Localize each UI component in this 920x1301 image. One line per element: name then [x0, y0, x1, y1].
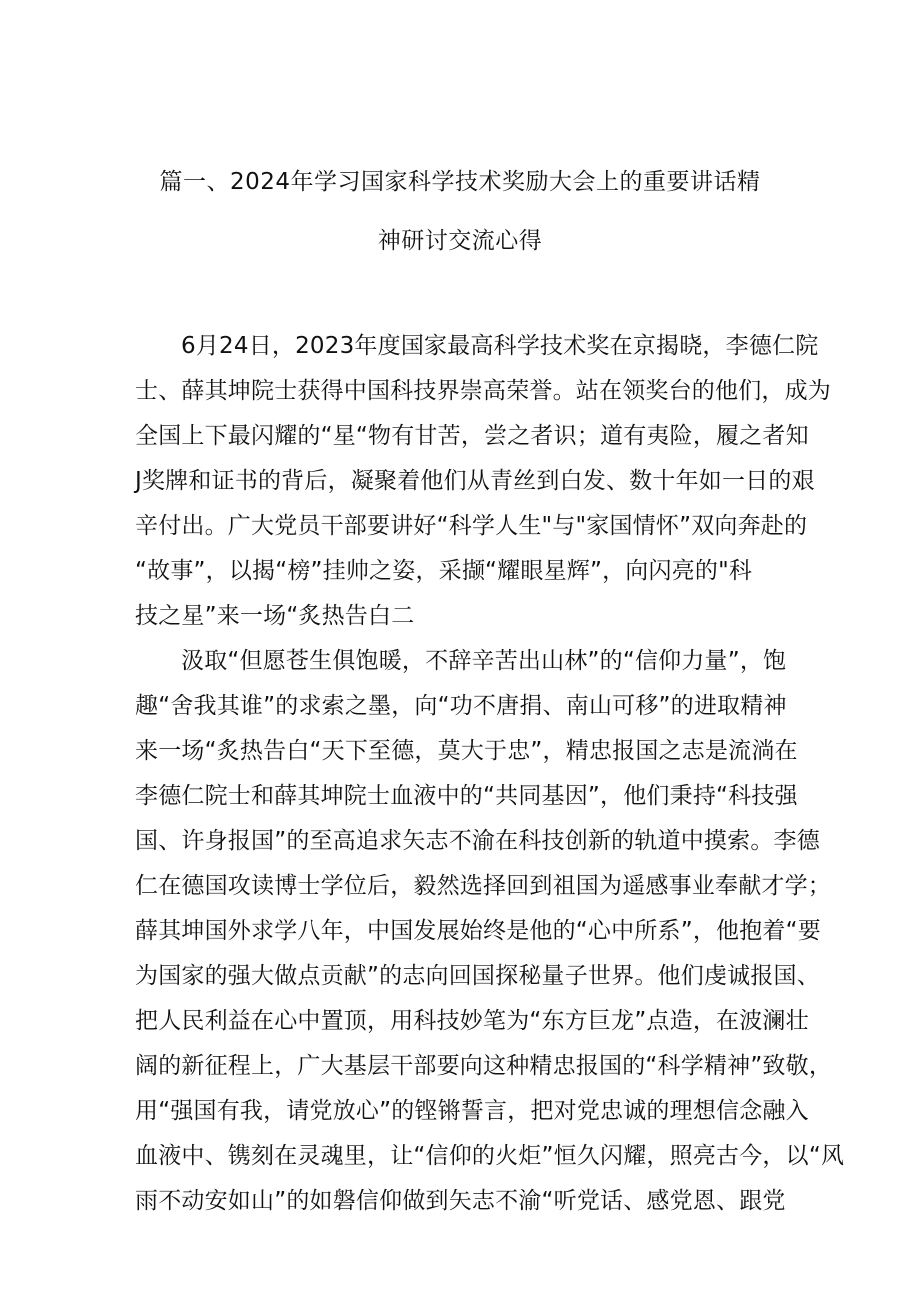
document-title-line-2: 神研讨交流心得 [377, 228, 543, 254]
paragraph-line: 全国上下最闪耀的“星“物有甘苦，尝之者识；道有夷险，履之者知 [135, 423, 809, 449]
paragraph-line: “故事”，以揭“榜”挂帅之姿，采撷“耀眼星辉”，向闪亮的"科 [135, 558, 753, 584]
paragraph-line: 辛付出。广大党员干部要讲好“科学人生"与"家国情怀”双向奔赴的 [135, 513, 808, 539]
document-title-line-1: 篇一、2024年学习国家科学技术奖励大会上的重要讲话精 [159, 169, 761, 195]
paragraph-line: 把人民利益在心中置顶，用科技妙笔为“东方巨龙”点造，在波澜壮 [135, 1008, 809, 1034]
paragraph-2 [135, 639, 845, 1224]
paragraph-1 [135, 324, 831, 639]
paragraph-line: 薛其坤国外求学八年，中国发展始终是他的“心中所系”，他抱着“要 [135, 918, 821, 944]
paragraph-line: 雨不动安如山”的如磐信仰做到矢志不渝“听党话、感党恩、跟党 [135, 1188, 786, 1214]
document-body [135, 324, 845, 1224]
paragraph-line: 仁在德国攻读博士学位后，毅然选择回到祖国为遥感事业奉献才学； [135, 873, 831, 899]
paragraph-line: 趣“舍我其谁”的求索之墨，向“功不唐捐、南山可移”的进取精神 [135, 693, 787, 719]
paragraph-line: 士、薛其坤院士获得中国科技界崇高荣誉。站在领奖台的他们，成为 [135, 378, 831, 404]
paragraph-line: 汲取“但愿苍生俱饱暖，不辞辛苦出山林”的“信仰力量”，饱 [181, 648, 787, 674]
paragraph-line: J奖牌和证书的背后，凝聚着他们从青丝到白发、数十年如一日的艰 [135, 468, 815, 494]
paragraph-line: 技之星”来一场“炙热告白二 [135, 603, 415, 629]
paragraph-line: 用“强国有我，请党放心”的铿锵誓言，把对党忠诚的理想信念融入 [135, 1098, 809, 1124]
paragraph-line: 李德仁院士和薛其坤院士血液中的“共同基因”，他们秉持“科技强 [135, 783, 798, 809]
paragraph-line: 国、许身报国”的至高追求矢志不渝在科技创新的轨道中摸索。李德 [135, 828, 820, 854]
paragraph-line: 为国家的强大做点贡献”的志向回国探秘量子世界。他们虔诚报国、 [135, 963, 820, 989]
paragraph-line: 血液中、镌刻在灵魂里，让“信仰的火炬”恒久闪耀，照亮古今，以“风 [135, 1143, 845, 1169]
paragraph-line: 阔的新征程上，广大基层干部要向这种精忠报国的“科学精神”致敬， [135, 1053, 833, 1079]
paragraph-line: 来一场“炙热告白“天下至德，莫大于忠”，精忠报国之志是流淌在 [135, 738, 798, 764]
paragraph-line: 6月24日，2023年度国家最高科学技术奖在京揭晓，李德仁院 [181, 333, 819, 359]
